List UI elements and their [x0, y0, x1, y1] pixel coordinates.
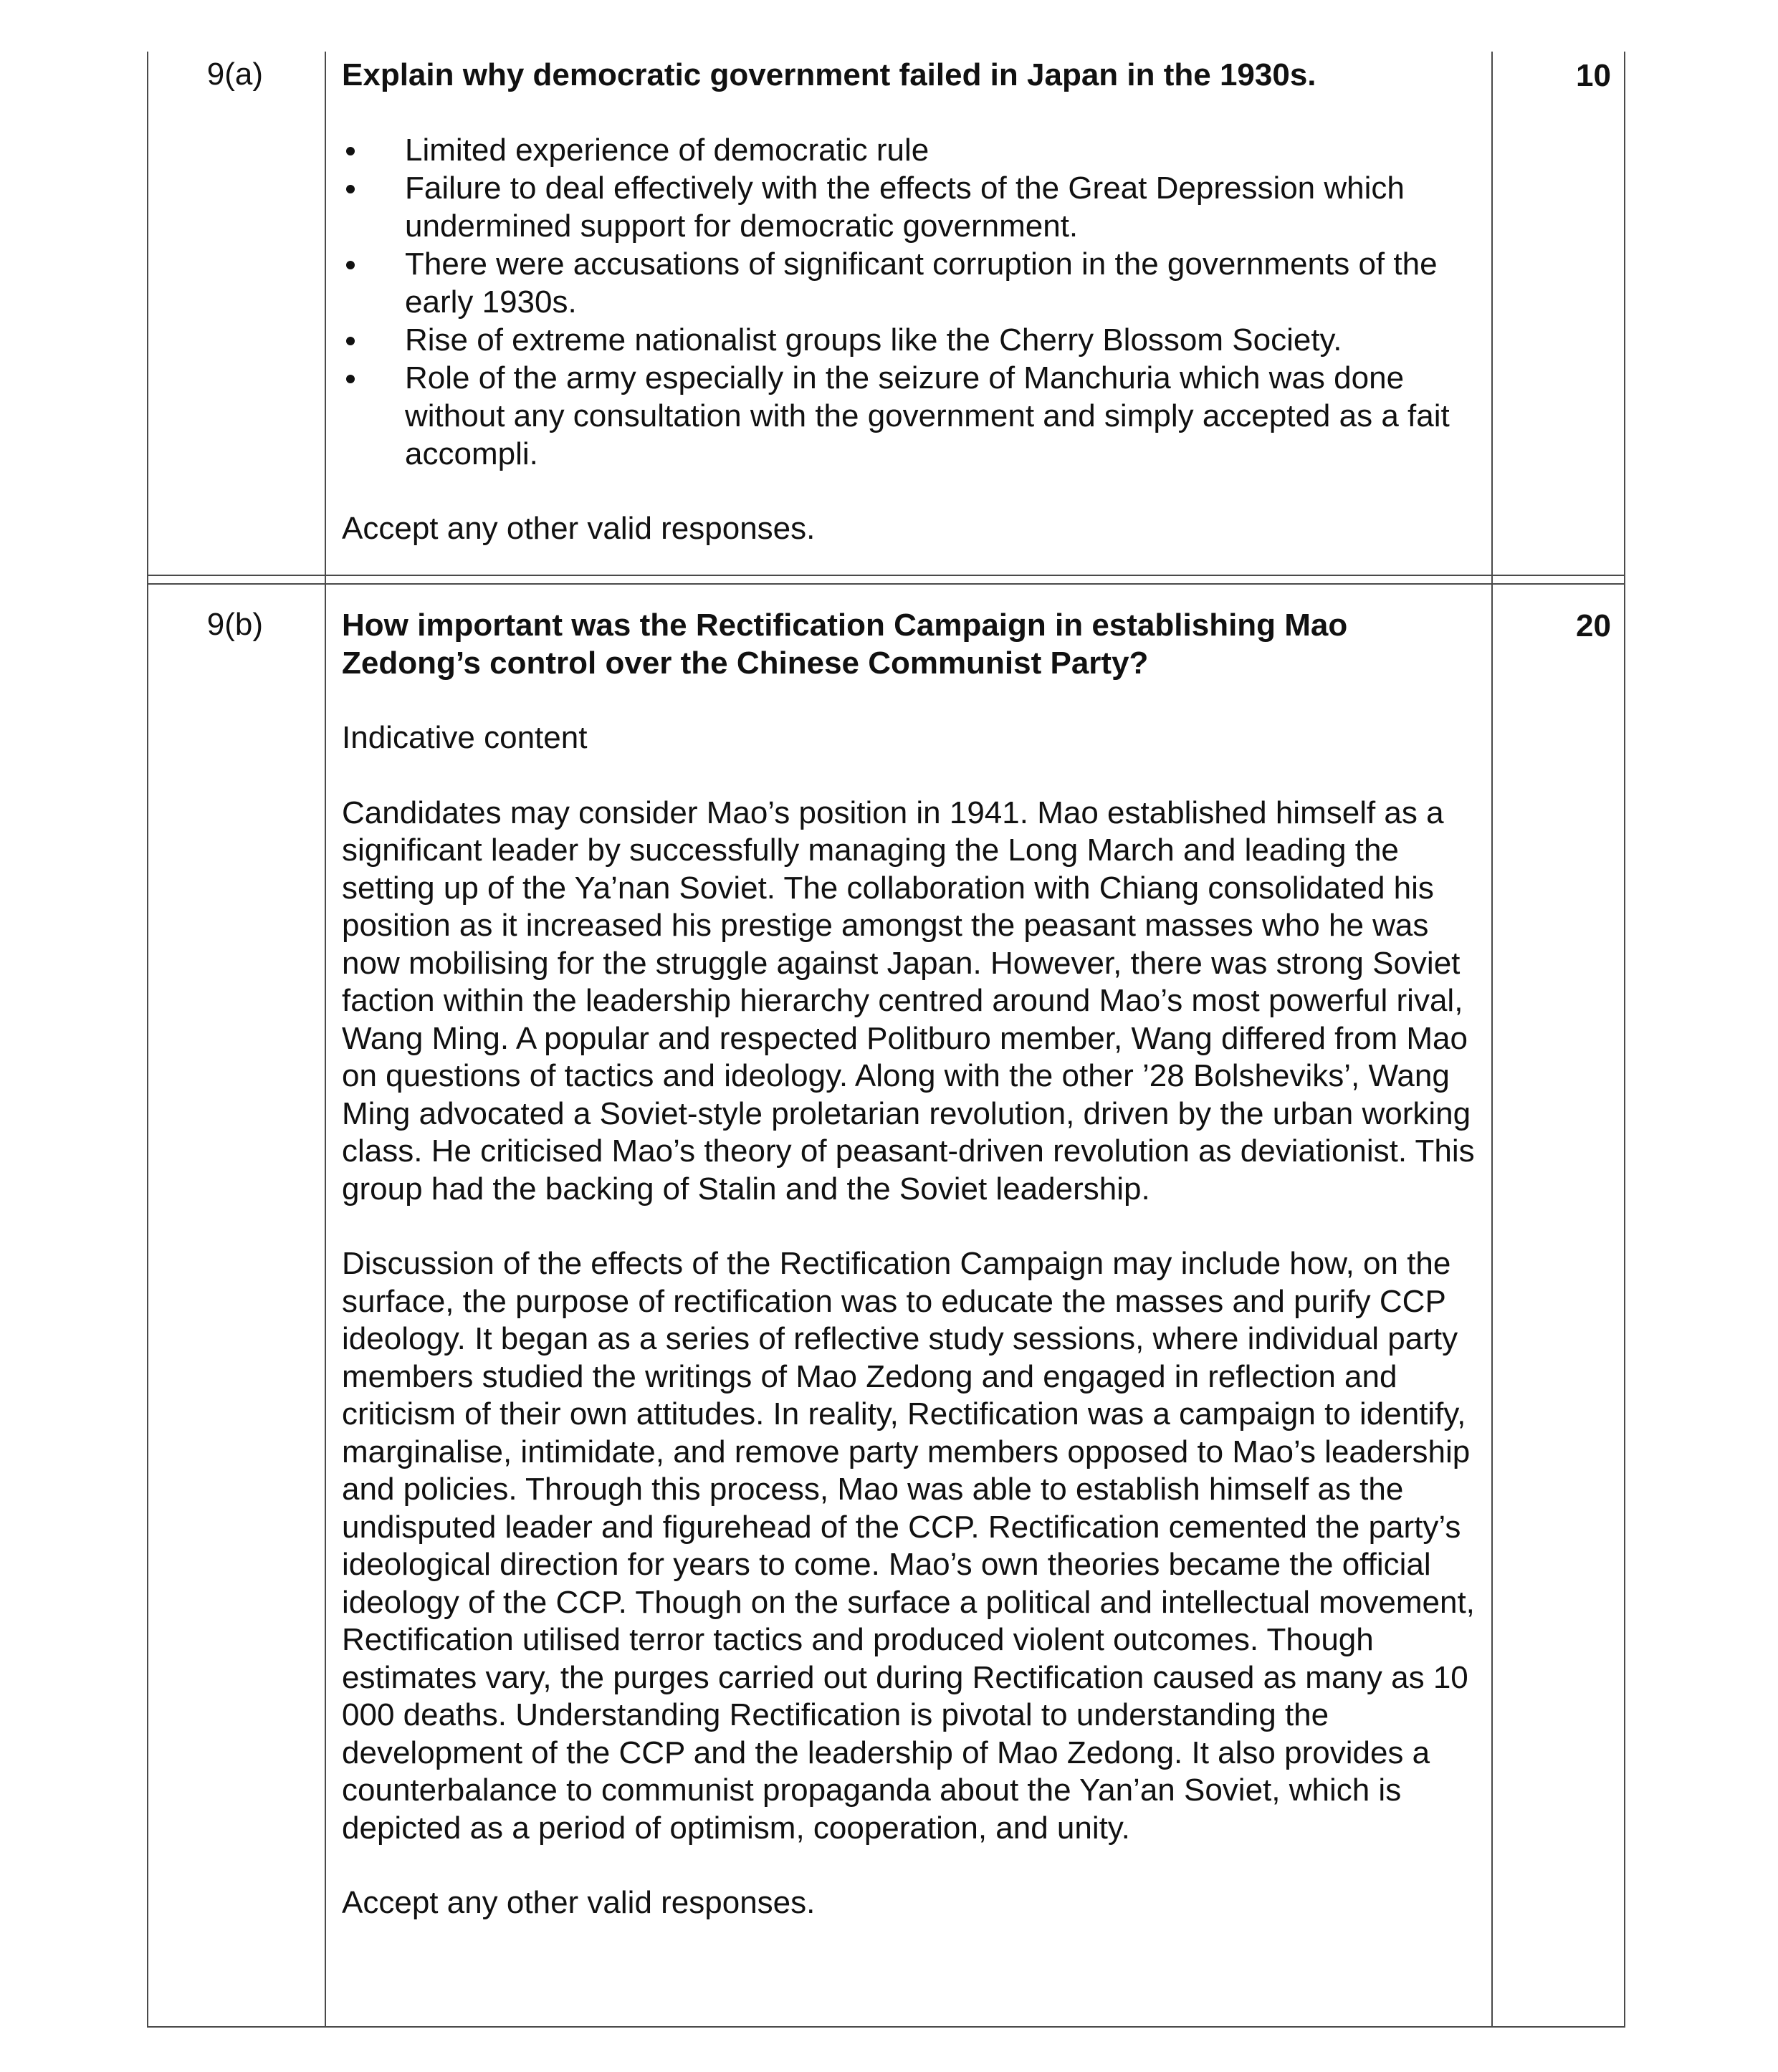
- bullet-icon: [346, 147, 355, 155]
- bullet-icon: [346, 185, 355, 193]
- marks-value: 20: [1576, 608, 1611, 643]
- closing-note: Accept any other valid responses.: [342, 1885, 816, 1920]
- question-text: Explain why democratic government failed in Japan in the 1930s.: [342, 57, 1316, 92]
- question-row-9b: [147, 585, 1625, 2028]
- row-divider: [147, 575, 1625, 585]
- answer-guidance: [326, 585, 1493, 2026]
- paragraph: Candidates may consider Mao’s position in 1941. Mao established himself as a significant leader by successfully managing the Long March and leading the setting up of the Ya’nan Soviet. The collaboration with Chiang consolidated his position as it increased his prestige amongst the peasant masses who he was now mobilising for the struggle against Japan. However, there was strong Soviet faction within the leadership hierarchy centred around Mao’s most powerful rival, Wang Ming. A popular and respected Politburo member, Wang differed from Mao on questions of tactics and ideology. Along with the other ’28 Bolsheviks’, Wang Ming advocated a Soviet-style proletarian revolution, driven by the urban working class. He criticised Mao’s theory of peasant-driven revolution as deviationist. This group had the backing of Stalin and the Soviet leadership.: [342, 795, 1475, 1207]
- bullet-icon: [346, 261, 355, 269]
- list-item-text: Role of the army especially in the seizure of Manchuria which was done without any consultation with the government and simply accepted as a fait accompli.: [405, 360, 1450, 471]
- list-item: [342, 321, 1477, 359]
- paragraph: Discussion of the effects of the Rectification Campaign may include how, on the surface, the purpose of rectification was to educate the masses and purify CCP ideology. It began as a series of reflective study sessions, where individual party members studied the writings of Mao Zedong and engaged in reflection and criticism of their own attitudes. In reality, Rectification was a campaign to identify, marginalise, intimidate, and remove party members opposed to Mao’s leadership and policies. Through this process, Mao was able to establish himself as the undisputed leader and figurehead of the CCP. Rectification cemented the party’s ideological direction for years to come. Mao’s own theories became the official ideology of the CCP. Though on the surface a political and intellectual movement, Rectification utilised terror tactics and produced violent outcomes. Though estimates vary, the purges carried out during Rectification caused as many as 10 000 deaths. Understanding Rectification is pivotal to understanding the development of the CCP and the leadership of Mao Zedong. It also provides a counterbalance to communist propaganda about the Yan’an Soviet, which is depicted as a period of optimism, cooperation, and unity.: [342, 1246, 1475, 1846]
- list-item: [342, 169, 1477, 245]
- list-item-text: Limited experience of democratic rule: [405, 133, 929, 168]
- marks-value: 10: [1576, 58, 1611, 93]
- question-number: 9(b): [148, 585, 326, 2026]
- list-item-text: Rise of extreme nationalist groups like the Cherry Blossom Society.: [405, 322, 1342, 358]
- bullet-icon: [346, 337, 355, 345]
- list-item: [342, 131, 1477, 169]
- question-text: How important was the Rectification Campaign in establishing Mao Zedong’s control over the Chinese Communist Party?: [342, 608, 1348, 681]
- answer-guidance: [326, 52, 1493, 575]
- closing-note: Accept any other valid responses.: [342, 511, 816, 546]
- question-number: 9(a): [148, 52, 326, 575]
- list-item-text: There were accusations of significant corruption in the governments of the early 1930s.: [405, 246, 1438, 320]
- list-item: [342, 359, 1477, 473]
- list-item: [342, 245, 1477, 321]
- bullet-icon: [346, 375, 355, 383]
- bullet-list: [342, 131, 1477, 473]
- list-item-text: Failure to deal effectively with the effects of the Great Depression which undermined support for democratic government.: [405, 171, 1405, 244]
- indicative-content-label: Indicative content: [342, 720, 588, 755]
- question-row-9a: [147, 52, 1625, 575]
- mark-scheme-table: [147, 52, 1625, 2028]
